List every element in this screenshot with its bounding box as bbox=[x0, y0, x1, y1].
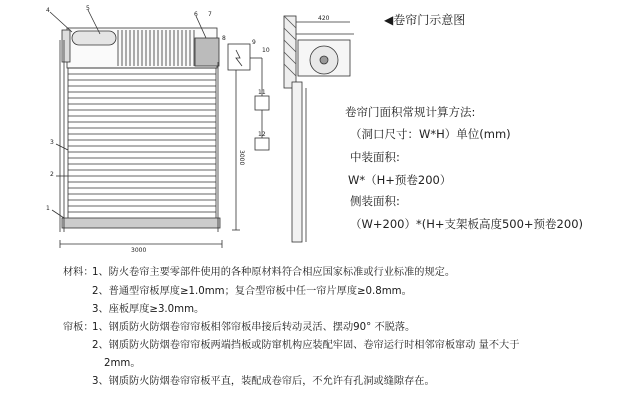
wall-section bbox=[284, 16, 296, 88]
center-heading: 中装面积: bbox=[350, 150, 400, 164]
slats-item-3: 3、钢质防火防烟卷帘帘板平直，装配成卷帘后，不允许有孔洞或缝隙存在。 bbox=[92, 376, 435, 387]
width-dimension-label: 3000 bbox=[131, 247, 147, 254]
materials-item-1: 1、防火卷帘主要零部件使用的各种原材料符合相应国家标准或行业标准的规定。 bbox=[92, 267, 456, 278]
center-formula: W*（H+预卷200） bbox=[348, 173, 452, 187]
slats-item-2-cont: 2mm。 bbox=[104, 358, 141, 369]
shaft-left-end bbox=[62, 30, 70, 62]
callout-3: 3 bbox=[50, 139, 54, 146]
slats-label: 帘板： bbox=[63, 322, 94, 333]
bracket-width-label: 420 bbox=[318, 15, 330, 22]
callout-7: 7 bbox=[208, 11, 212, 18]
callout-5: 5 bbox=[86, 5, 90, 12]
diagram-title: ◀卷帘门示意图 bbox=[384, 13, 466, 27]
calc-heading: 卷帘门面积常规计算方法: bbox=[345, 105, 476, 119]
callout-8: 8 bbox=[222, 35, 226, 42]
slats-item-1: 1、钢质防火防烟卷帘帘板相邻帘板串接后转动灵活、摆动90° 不脱落。 bbox=[92, 322, 416, 333]
materials-item-3: 3、座板厚度≥3.0mm。 bbox=[92, 304, 205, 315]
callout-12: 12 bbox=[258, 131, 266, 138]
callout-4: 4 bbox=[46, 7, 50, 14]
curtain-frame bbox=[68, 68, 216, 220]
motor bbox=[195, 38, 219, 66]
materials-label: 材料： bbox=[63, 267, 94, 278]
slats-item-2: 2、钢质防火防烟卷帘帘板两端挡板或防窜机构应装配牢固、卷帘运行时相邻帘板窜动 量不大于 bbox=[92, 340, 520, 351]
callout-2: 2 bbox=[50, 171, 54, 178]
calc-unit-line: （洞口尺寸：W*H）单位(mm) bbox=[350, 127, 511, 141]
side-heading: 侧装面积: bbox=[350, 194, 400, 208]
callout-10: 10 bbox=[262, 47, 270, 54]
button-box bbox=[255, 96, 269, 110]
switch-box bbox=[255, 138, 269, 150]
height-dimension-label: 3000 bbox=[238, 150, 245, 166]
side-formula: （W+200）*(H+支架板高度500+预卷200) bbox=[350, 217, 583, 231]
control-box bbox=[228, 44, 250, 70]
callout-6: 6 bbox=[194, 11, 198, 18]
triangle-left-icon: ◀ bbox=[384, 13, 394, 27]
bottom-bar bbox=[62, 218, 220, 228]
roller-drum bbox=[72, 31, 116, 45]
side-guide-rail bbox=[292, 82, 302, 242]
callout-11: 11 bbox=[258, 89, 266, 96]
callout-9: 9 bbox=[252, 39, 256, 46]
callout-1: 1 bbox=[46, 205, 50, 212]
materials-item-2: 2、普通型帘板厚度≥1.0mm；复合型帘板中任一帘片厚度≥0.8mm。 bbox=[92, 286, 412, 297]
